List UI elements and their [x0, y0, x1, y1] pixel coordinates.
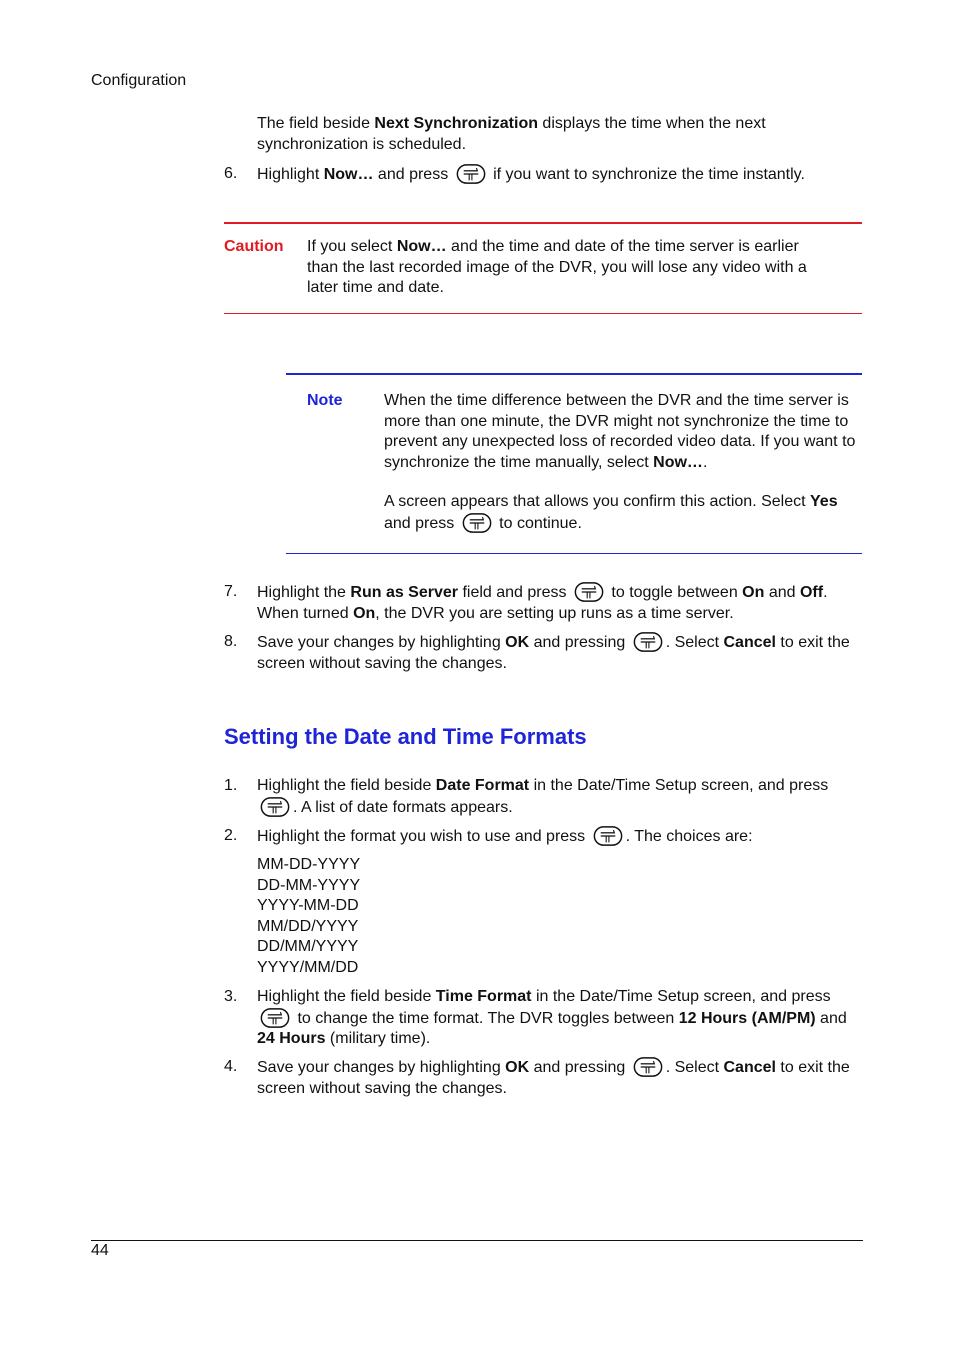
step-number: 6. [224, 165, 238, 182]
caution-label: Caution [224, 238, 284, 255]
step-text: Highlight the Run as Server field and press to toggle between On and Off. When turned On, the DVR you are setting up runs as a time server. [257, 584, 828, 622]
running-header: Configuration [91, 72, 187, 89]
enter-button-icon [633, 1057, 663, 1077]
date-format-option: YYYY/MM/DD [257, 958, 359, 976]
enter-button-icon [593, 826, 623, 846]
enter-button-icon [574, 582, 604, 602]
date-format-option: DD-MM-YYYY [257, 876, 361, 894]
caution-top-rule [224, 222, 862, 224]
step-text: Highlight the field beside Date Format in the Date/Time Setup screen, and press . A list of date formats appears. [257, 777, 829, 816]
footer-rule [91, 1240, 863, 1241]
intro-paragraph: The field beside Next Synchronization displays the time when the next synchronization is scheduled. [257, 115, 766, 153]
enter-button-icon [456, 164, 486, 184]
enter-button-icon [462, 513, 492, 533]
step-number: 7. [224, 583, 238, 600]
step-text: Highlight the field beside Time Format in the Date/Time Setup screen, and press to change the time format. The DVR toggles between 12 Hours (AM/PM) and 24 Hours (military time). [257, 988, 847, 1047]
step-text: Highlight Now… and press if you want to synchronize the time instantly. [257, 166, 805, 183]
caution-bottom-rule [224, 313, 862, 314]
date-format-option: MM-DD-YYYY [257, 856, 361, 873]
date-format-option: MM/DD/YYYY [257, 917, 359, 935]
page-number: 44 [91, 1242, 109, 1259]
section-heading: Setting the Date and Time Formats [224, 724, 587, 749]
note-top-rule [286, 373, 862, 375]
enter-button-icon [633, 632, 663, 652]
note-bottom-rule [286, 553, 862, 554]
step-text: Save your changes by highlighting OK and pressing . Select Cancel to exit the screen without saving the changes. [257, 1059, 850, 1097]
step-number: 4. [224, 1058, 238, 1075]
enter-button-icon [260, 1008, 290, 1028]
date-format-option: YYYY-MM-DD [257, 897, 359, 914]
step-text: Save your changes by highlighting OK and pressing . Select Cancel to exit the screen without saving the changes. [257, 634, 850, 672]
step-number: 3. [224, 988, 238, 1005]
date-format-option: DD/MM/YYYY [257, 938, 359, 955]
date-format-list [257, 855, 360, 978]
step-number: 2. [224, 827, 238, 844]
note-paragraph-1: When the time difference between the DVR and the time server is more than one minute, the DVR might not synchronize the time to prevent any unexpected loss of recorded video data. If you want to synchronize the time manually, select Now…. [384, 392, 856, 471]
step-text: Highlight the format you wish to use and press . The choices are: [257, 828, 753, 845]
note-paragraph-2: A screen appears that allows you confirm this action. Select Yes and press to continue. [384, 493, 838, 532]
enter-button-icon [260, 797, 290, 817]
caution-text: If you select Now… and the time and date of the time server is earlier than the last recorded image of the DVR, you will lose any video with a later time and date. [307, 238, 807, 296]
note-label: Note [307, 392, 343, 409]
step-number: 1. [224, 777, 238, 794]
step-number: 8. [224, 633, 238, 650]
